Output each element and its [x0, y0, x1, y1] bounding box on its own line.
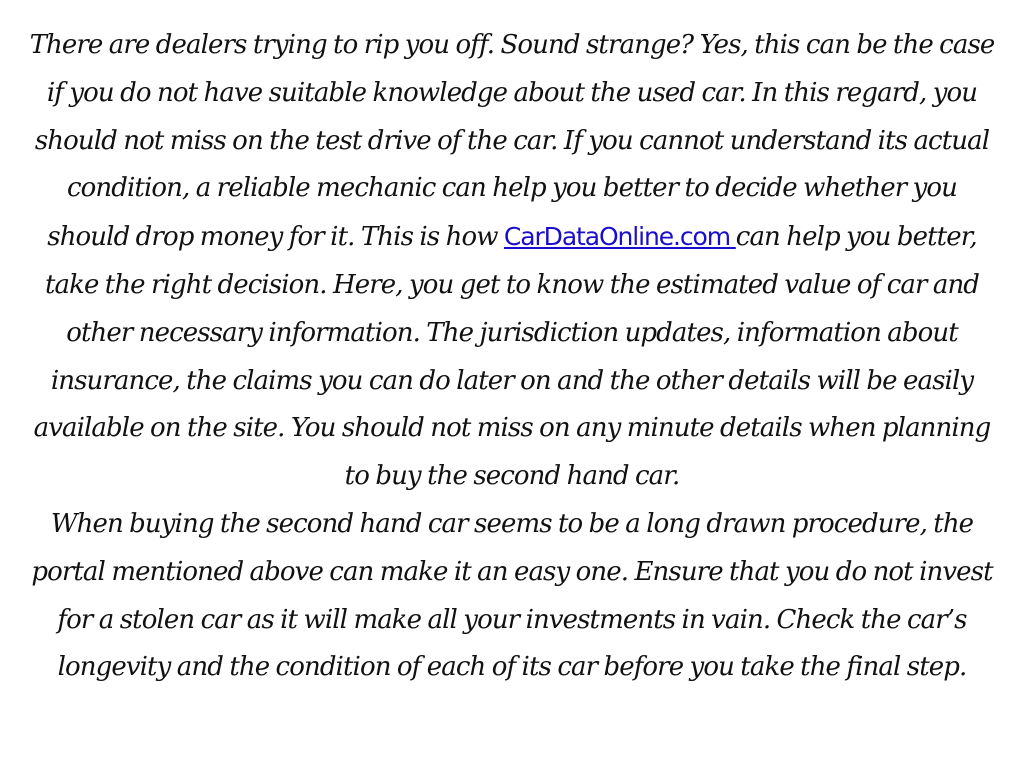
paragraph-1-text-before-link: There are dealers trying to rip you off. Sound strange? Yes, this can be the case if you do not have suitable knowledge about the used car. In this regard, you should not miss on the test drive of the car. If you cannot understand its actual condition, a reliable mechanic can help you better to decide whether you should drop money for it. This is how [29, 30, 995, 253]
paragraph-1-text-after-link: can help you better, take the right decision. Here, you get to know the estimated value of car and other necessary information. The jurisdiction updates, information about insurance, the claims you can do later on and the other details will be easily available on the site. You should not miss on any minute details when planning to buy the second hand car. [33, 222, 991, 492]
body-text [24, 22, 1000, 692]
paragraph-2: When buying the second hand car seems to be a long drawn procedure, the portal mentioned above can make it an easy one. Ensure that you do not invest for a stolen car as it will make all your investments in vain. Check the car’s longevity and the condition of each of its car before you take the final step. [31, 508, 993, 683]
cardataonline-link[interactable]: CarDataOnline.com [503, 222, 736, 252]
paragraph-1 [24, 22, 1000, 501]
